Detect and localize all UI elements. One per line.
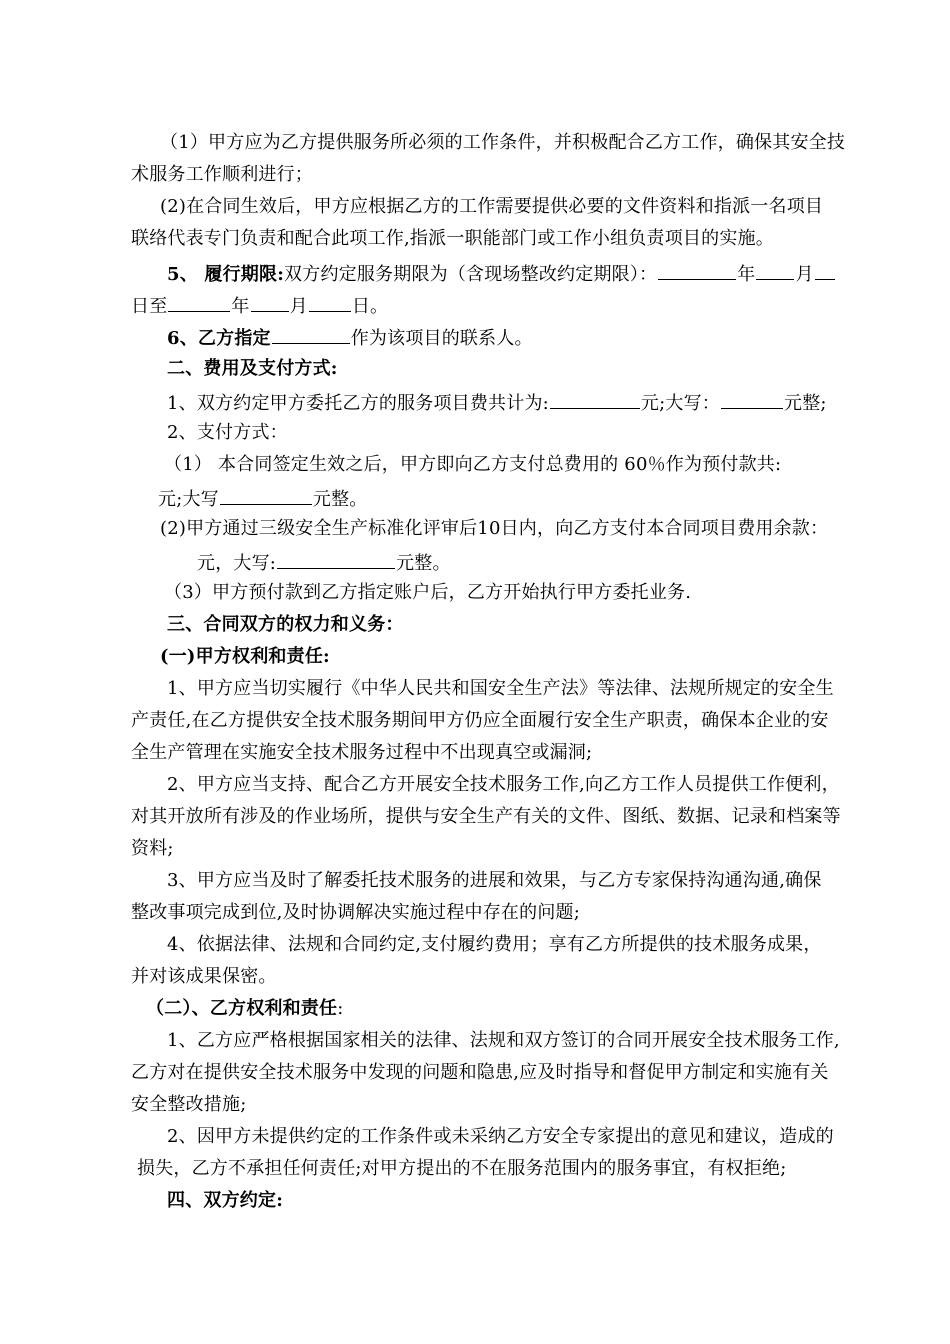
contact-label: 6、乙方指定 xyxy=(167,328,271,349)
contact-clause xyxy=(167,324,533,351)
clause-line: 资料; xyxy=(131,838,174,859)
blank-fee-amount xyxy=(550,389,640,409)
blank-end-year xyxy=(168,292,230,312)
term-clause xyxy=(167,260,836,287)
clause-line: 整改事项完成到位,及时协调解决实施过程中存在的问题; xyxy=(131,902,580,923)
year-label: 年 xyxy=(737,264,756,285)
clause-line: 1、乙方应严格根据国家相关的法律、法规和双方签订的合同开展安全技术服务工作, xyxy=(167,1030,840,1051)
subsection-title: （二）、乙方权利和责任 xyxy=(146,998,338,1019)
clause-line: 2、因甲方未提供约定的工作条件或未采纳乙方安全专家提出的意见和建议，造成的 xyxy=(167,1126,834,1147)
clause-line: 3、甲方应当及时了解委托技术服务的进展和效果，与乙方专家保持沟通沟通,确保 xyxy=(167,870,822,891)
blank-fee-words xyxy=(721,389,783,409)
pay-line xyxy=(158,485,367,512)
blank-day xyxy=(815,260,835,280)
pay-line xyxy=(197,549,451,576)
clause-line: 术服务工作顺利进行； xyxy=(131,164,313,185)
pay-text: 元;大写 xyxy=(158,489,219,510)
clause-line: 安全整改措施; xyxy=(131,1094,247,1115)
fee-text: 元;大写： xyxy=(640,393,720,414)
fee-clause xyxy=(167,389,827,416)
clause-line: （1） 本合同签定生效之后，甲方即向乙方支付总费用的 60％作为预付款共: xyxy=(164,454,782,475)
month-label: 月 xyxy=(795,264,814,285)
year-label: 年 xyxy=(231,296,250,317)
clause-line: 联络代表专门负责和配合此项工作,指派一职能部门或工作小组负责项目的实施。 xyxy=(131,228,774,249)
pay-text: 元整。 xyxy=(312,489,368,510)
subsection-colon: : xyxy=(337,998,344,1019)
clause-line: （1）甲方应为乙方提供服务所必须的工作条件，并积极配合乙方工作，确保其安全技 xyxy=(160,132,846,153)
term-text: 双方约定服务期限为（含现场整改约定期限）： xyxy=(284,264,658,285)
blank-year xyxy=(658,260,736,280)
subsection-heading xyxy=(146,997,343,1021)
clause-line: (2)在合同生效后，甲方应根据乙方的工作需要提供必要的文件资料和指派一名项目 xyxy=(160,196,824,217)
blank-contact xyxy=(272,324,350,344)
pay-text: 元整。 xyxy=(396,553,451,574)
term-clause-line2 xyxy=(131,292,388,319)
clause-line: （3）甲方预付款到乙方指定账户后，乙方开始执行甲方委托业务. xyxy=(164,582,692,603)
clause-line: 2、甲方应当支持、配合乙方开展安全技术服务工作,向乙方工作人员提供工作便利， xyxy=(167,774,840,795)
blank-end-day xyxy=(309,292,351,312)
section-heading: 二、费用及支付方式: xyxy=(167,358,338,379)
clause-line: 并对该成果保密。 xyxy=(131,966,277,987)
blank-prepay-words xyxy=(220,485,312,505)
fee-text: 1、双方约定甲方委托乙方的服务项目费共计为: xyxy=(167,393,549,414)
clause-line: 损失，乙方不承担任何责任;对甲方提出的不在服务范围内的服务事宜，有权拒绝; xyxy=(137,1158,787,1179)
clause-line: 对其开放所有涉及的作业场所，提供与安全生产有关的文件、图纸、数据、记录和档案等 xyxy=(131,806,841,827)
end-label: 日。 xyxy=(351,296,389,317)
fee-text: 元整; xyxy=(784,393,827,414)
clause-line: 4、依据法律、法规和合同约定,支付履约费用；享有乙方所提供的技术服务成果， xyxy=(167,934,822,955)
section-heading: 四、双方约定: xyxy=(167,1190,284,1211)
clause-line: (2)甲方通过三级安全生产标准化评审后10日内，向乙方支付本合同项目费用余款： xyxy=(160,518,829,539)
blank-balance-words xyxy=(277,549,395,569)
month-label: 月 xyxy=(289,296,308,317)
subsection-heading: (一)甲方权利和责任: xyxy=(160,646,330,667)
clause-line: 全生产管理在实施安全技术服务过程中不出现真空或漏洞; xyxy=(131,742,593,763)
clause-line: 乙方对在提供安全技术服务中发现的问题和隐患,应及时指导和督促甲方制定和实施有关 xyxy=(131,1062,829,1083)
clause-line: 产责任,在乙方提供安全技术服务期间甲方仍应全面履行安全生产职责，确保本企业的安 xyxy=(131,710,829,731)
term-label: 5、 履行期限: xyxy=(167,264,285,285)
blank-month xyxy=(756,260,794,280)
clause-line: 2、支付方式： xyxy=(167,422,288,443)
blank-end-month xyxy=(251,292,289,312)
contact-text: 作为该项目的联系人。 xyxy=(350,328,533,349)
from-label: 日至 xyxy=(131,296,168,317)
pay-text: 元，大写: xyxy=(197,553,277,574)
clause-line: 1、甲方应当切实履行《中华人民共和国安全生产法》等法律、法规所规定的安全生 xyxy=(167,678,834,699)
section-heading: 三、合同双方的权力和义务： xyxy=(167,614,404,635)
